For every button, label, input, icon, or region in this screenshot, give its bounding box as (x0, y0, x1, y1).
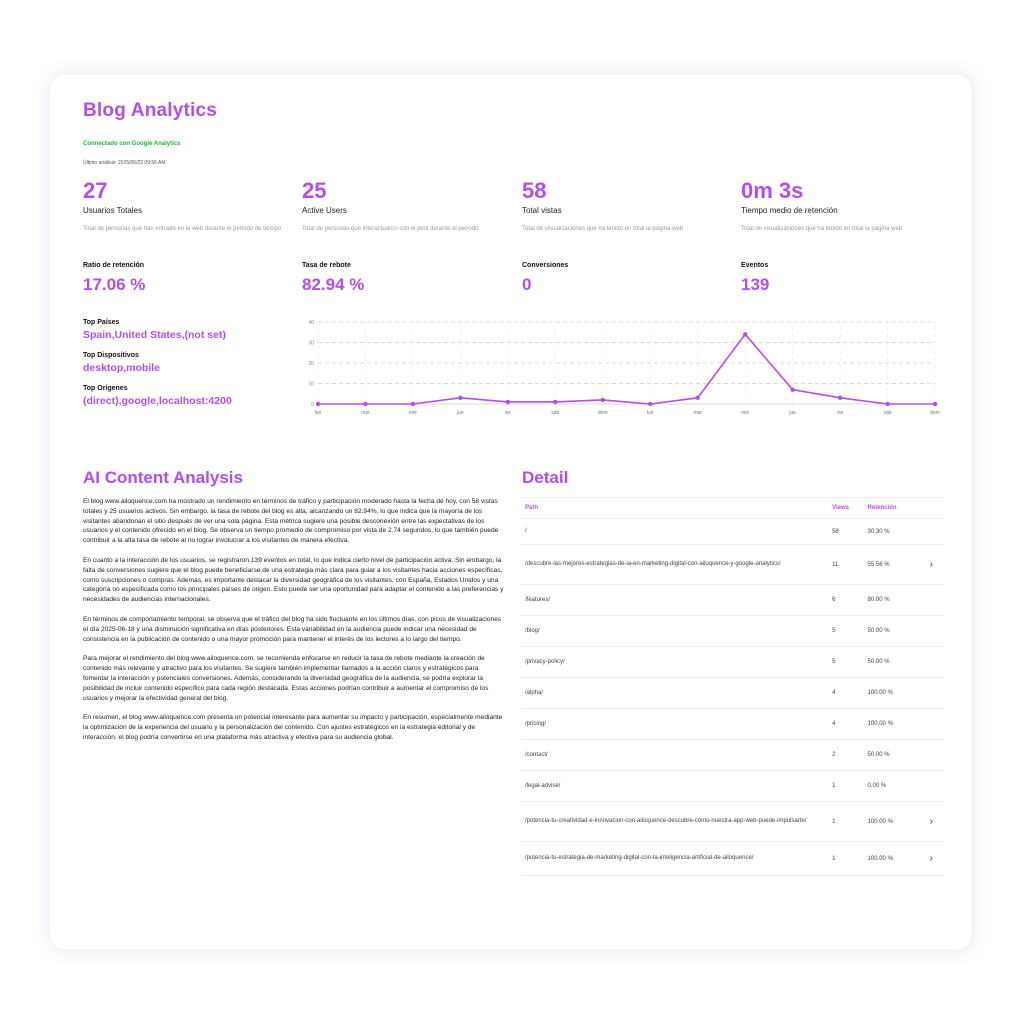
metric-label: Ratio de retención (83, 262, 145, 269)
x-tick-label: vie (504, 410, 512, 416)
top-value: Spain,United States,(not set) (83, 329, 226, 341)
column-header-path: Path (521, 498, 828, 519)
kpi-value: 0m 3s (741, 178, 804, 203)
table-row (521, 740, 944, 771)
table-row[interactable] (521, 545, 944, 585)
top-value: (direct),google,localhost:4200 (83, 395, 232, 407)
row-views: 4 (828, 709, 863, 740)
row-path: /potencia-tu-creatividad-e-innovacion-con-ailoquence-descubre-como-nuestra-app-web-puede-impulsarte/ (521, 802, 828, 842)
metric-conversions (522, 262, 722, 295)
row-path: /privacy-policy/ (521, 647, 828, 678)
row-path: /potencia-tu-estrategia-de-marketing-digital-con-la-inteligencia-artificial-de-ailoquence/ (521, 842, 828, 876)
table-row (521, 519, 944, 545)
empty-cell (919, 709, 944, 740)
empty-cell (919, 647, 944, 678)
analytics-card (50, 74, 972, 950)
empty-cell (919, 585, 944, 616)
data-point[interactable] (885, 402, 889, 406)
series-line (318, 334, 935, 404)
kpi-label: Active Users (302, 206, 347, 215)
table-row (521, 616, 944, 647)
metric-value: 139 (741, 275, 770, 294)
x-tick-label: lun (646, 410, 654, 416)
metric-value: 17.06 % (83, 275, 146, 294)
y-tick-label: 0 (311, 402, 314, 408)
empty-cell (919, 771, 944, 802)
detail-table (521, 497, 944, 876)
x-tick-label: dom (930, 410, 940, 416)
row-retention: 100.00 % (864, 678, 919, 709)
row-path: /blog/ (521, 616, 828, 647)
row-retention: 80.00 % (864, 585, 919, 616)
row-retention: 100.00 % (864, 709, 919, 740)
last-analysis-timestamp: Último análisis: 2025/06/22 09:56 AM (83, 160, 166, 166)
detail-title: Detail (522, 468, 569, 487)
detail-table-body (521, 519, 944, 876)
page-title: Blog Analytics (83, 100, 218, 121)
metric-retention-ratio (83, 262, 283, 295)
kpi-description: Total de personas que han entrado en la web durante el periodo de tiempo (83, 226, 282, 232)
top-value: desktop,mobile (83, 362, 161, 374)
y-tick-label: 30 (308, 340, 314, 347)
metric-label: Conversiones (522, 262, 569, 269)
chevron-right-icon[interactable]: › (919, 842, 944, 876)
row-retention: 55.56 % (864, 545, 919, 585)
row-retention: 50.00 % (864, 616, 919, 647)
data-point[interactable] (411, 402, 415, 406)
data-point[interactable] (506, 400, 510, 404)
row-views: 11 (828, 545, 863, 585)
kpi-label: Tiempo medio de retención (741, 206, 838, 215)
x-tick-label: dom (597, 410, 608, 416)
column-header-retention: Retención (864, 498, 919, 519)
x-tick-label: mar (361, 410, 370, 416)
row-path: /alpha/ (521, 678, 828, 709)
row-retention: 0.00 % (864, 771, 919, 802)
data-point[interactable] (601, 398, 605, 402)
views-line-chart (300, 316, 945, 416)
x-tick-label: mar (693, 410, 703, 416)
kpi-description: Total de visualizaciones que ha tenido en total la página web (741, 226, 903, 232)
row-path: /features/ (521, 585, 828, 616)
table-row (521, 647, 944, 678)
ai-analysis-text (83, 497, 505, 753)
x-tick-label: mié (408, 410, 417, 416)
y-tick-label: 20 (308, 361, 314, 367)
x-tick-label: mié (741, 410, 750, 416)
kpi-active-users (302, 178, 502, 234)
kpi-value: 58 (522, 178, 547, 203)
table-row (521, 585, 944, 616)
top-label: Top Países (83, 319, 120, 326)
table-row[interactable] (521, 802, 944, 842)
ai-paragraph: En resumen, el blog www.ailoquence.com presenta un potencial interesante para aumentar su impacto y participación, especialmente mediante la optimización de la experiencia del usuario y la personalización del contenido. Con ajustes estratégicos en la estrategia editorial y de interacción, el blog podría convertirse en una plataforma más atractiva y efectiva para su audiencia global. (83, 714, 503, 741)
top-origins (83, 385, 283, 407)
row-views: 5 (828, 647, 863, 678)
top-devices (83, 352, 283, 374)
table-row (521, 709, 944, 740)
top-label: Top Orígenes (83, 385, 128, 392)
x-tick-label: lun (314, 410, 322, 416)
chevron-right-icon[interactable]: › (919, 545, 944, 585)
x-tick-label: vie (836, 410, 844, 416)
row-retention: 50.00 % (864, 740, 919, 771)
data-point[interactable] (648, 402, 652, 406)
connection-status: Connectado con Google Analytics (83, 141, 181, 147)
row-views: 4 (828, 678, 863, 709)
data-point[interactable] (790, 387, 794, 391)
x-tick-label: sáb (551, 410, 560, 416)
ai-paragraph: En términos de comportamiento temporal, se observa que el tráfico del blog ha sido fluctuante en los últimos días, con picos de visualizaciones el día 2025-06-18 y una disminución significativa en días posteriores. Esta variabilidad en la audiencia puede indicar una necesidad de consistencia en la publicación de contenido o una mayor promoción para mantener el interés de los lectores a lo largo del tiempo. (83, 615, 502, 643)
chevron-right-icon[interactable]: › (919, 802, 944, 842)
kpi-value: 27 (83, 178, 108, 203)
top-lists (83, 319, 283, 418)
x-tick-label: jue (457, 410, 464, 416)
metric-bounce-rate (302, 262, 502, 295)
ai-paragraph: El blog www.ailoquence.com ha mostrado un rendimiento en términos de tráfico y participación moderado hasta la fecha de hoy, con 58 vistas totales y 25 usuarios activos. Sin embargo, la tasa de rebote del blog es alta, alcanzando un 82.94%, lo que indica que la mayoría de los visitantes abandonan el sitio después de ver una sola página. Esta métrica sugiere una posible desconexión entre las expectativas de los usuarios y el contenido ofrecido en el blog. Se observa un tiempo promedio de compromiso por vista de 2.74 segundos, lo que también puede contribuir a la alta tasa de rebote al no lograr involucrar a los visitantes de manera efectiva. (83, 498, 499, 545)
metric-value: 0 (522, 275, 532, 294)
x-tick-label: jue (789, 410, 796, 416)
row-retention: 100.00 % (864, 842, 919, 876)
data-point[interactable] (553, 400, 557, 404)
data-point[interactable] (933, 402, 937, 406)
data-point[interactable] (838, 396, 842, 400)
column-header-action (919, 498, 944, 519)
kpi-label: Usuarios Totales (83, 206, 142, 215)
x-tick-label: sáb (883, 410, 892, 416)
empty-cell (919, 519, 944, 545)
kpi-description: Total de visualizaciones que ha tenido en total la página web (522, 226, 684, 232)
column-header-views: Views (828, 498, 863, 519)
table-row (521, 771, 944, 802)
table-row (521, 678, 944, 709)
data-point[interactable] (695, 396, 699, 400)
row-retention: 50.00 % (864, 647, 919, 678)
data-point[interactable] (316, 402, 320, 406)
top-countries (83, 319, 283, 341)
row-views: 1 (828, 802, 863, 842)
empty-cell (919, 678, 944, 709)
kpi-value: 25 (302, 178, 327, 203)
row-views: 1 (828, 771, 863, 802)
kpi-description: Total de personas que interactuaron con el post durante el periodo (302, 226, 479, 232)
data-point[interactable] (458, 396, 462, 400)
row-path: /descubre-las-mejores-estrategias-de-ia-en-marketing-digital-con-ailoquence-y-google-analytics/ (521, 545, 828, 585)
kpi-avg-retention-time (741, 178, 941, 234)
metric-value: 82.94 % (302, 275, 365, 294)
y-tick-label: 10 (308, 381, 314, 388)
metric-label: Tasa de rebote (302, 262, 351, 269)
kpi-total-views (522, 178, 722, 234)
kpi-total-users (83, 178, 283, 234)
y-tick-label: 40 (308, 320, 314, 326)
row-views: 58 (828, 519, 863, 545)
metric-events (741, 262, 941, 295)
table-row[interactable] (521, 842, 944, 876)
row-path: /contact/ (521, 740, 828, 771)
row-views: 2 (828, 740, 863, 771)
row-views: 5 (828, 616, 863, 647)
empty-cell (919, 616, 944, 647)
empty-cell (919, 740, 944, 771)
ai-paragraph: Para mejorar el rendimiento del blog www.ailoquence.com, se recomienda enfocarse en reducir la tasa de rebote mediante la creación de contenido más relevante y atractivo para los visitantes. Se sugiere también implementar llamados a la acción claros y estratégicos para fomentar la interacción y potenciales conversiones. Además, considerando la diversidad geográfica de la audiencia, se podría explorar la posibilidad de incluir contenido específico para cada región destacada. Estas acciones podrían contribuir a aumentar el compromiso de los usuarios y mejorar la efectividad general del blog. (83, 655, 489, 702)
row-path: /pricing/ (521, 709, 828, 740)
row-views: 1 (828, 842, 863, 876)
row-path: / (521, 519, 828, 545)
ai-analysis-title: AI Content Analysis (83, 468, 243, 487)
ai-paragraph: En cuanto a la interacción de los usuarios, se registraron 139 eventos en total, lo que indica cierto nivel de participación activa. Sin embargo, la falta de conversiones sugiere que el blog puede beneficiarse de una estrategia más clara para guiar a los visitantes hacia acciones específicas, como suscripciones o compras. Además, es importante destacar la diversidad geográfica de los visitantes, con España, Estados Unidos y una categoría no especificada como los principales países de origen. Esto puede ser una oportunidad para adaptar el contenido a las preferencias y necesidades de audiencias internacionales. (83, 556, 504, 604)
data-point[interactable] (363, 402, 367, 406)
table-header-row (521, 498, 944, 519)
data-point[interactable] (743, 332, 747, 336)
row-path: /legal-advise/ (521, 771, 828, 802)
row-views: 6 (828, 585, 863, 616)
top-label: Top Dispositivos (83, 352, 139, 359)
row-retention: 100.00 % (864, 802, 919, 842)
kpi-label: Total vistas (522, 206, 562, 215)
row-retention: 30.30 % (864, 519, 919, 545)
metric-label: Eventos (741, 262, 769, 269)
